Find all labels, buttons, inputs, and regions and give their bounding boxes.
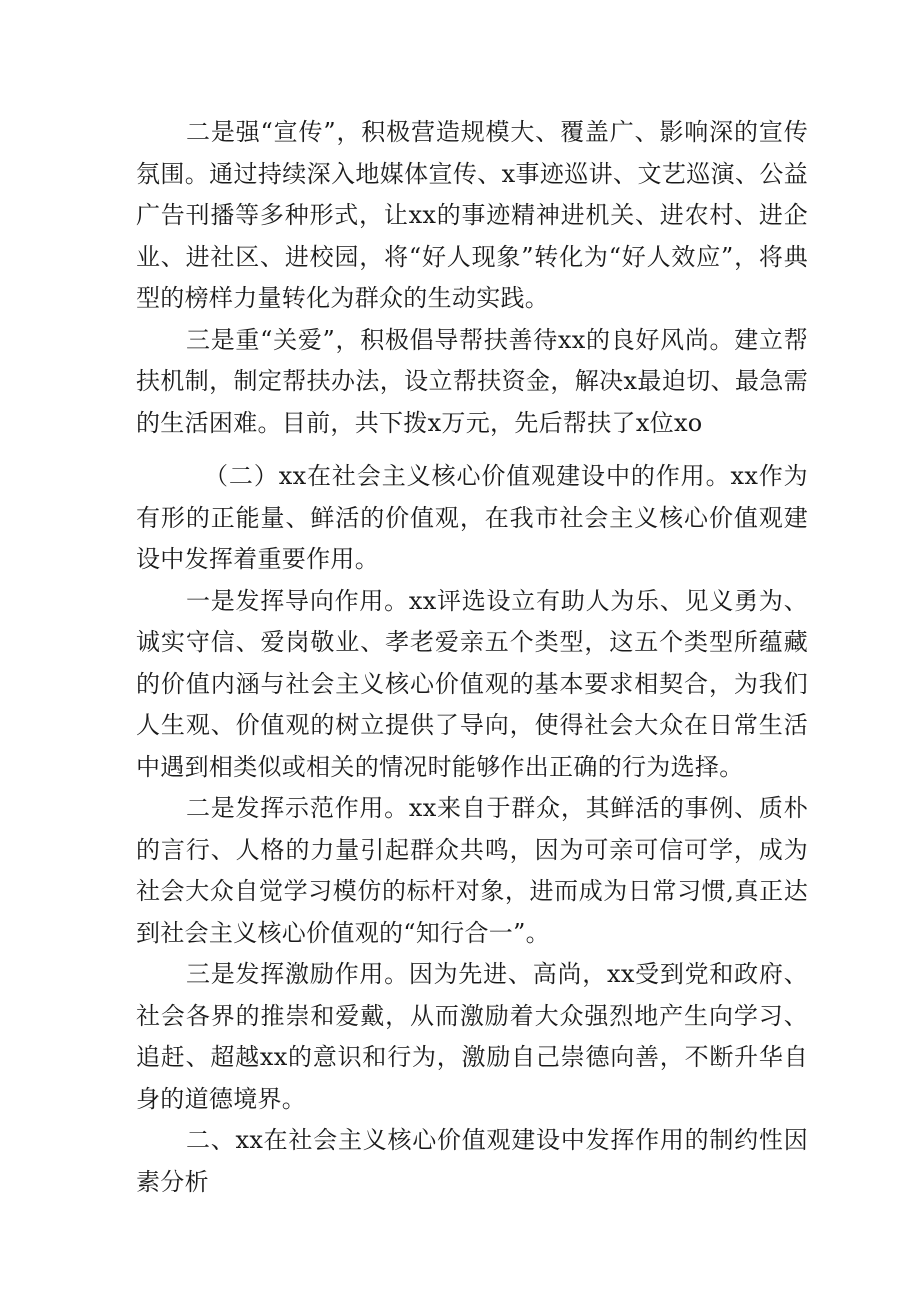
paragraph-publicity: 二是强“宣传”，积极营造规模大、覆盖广、影响深的宣传氛围。通过持续深入地媒体宣传、x事迹巡讲、文艺巡演、公益广告刊播等多种形式，让xx的事迹精神进机关、进农村、进企业、进社区、进校园，将“好人现象”转化为“好人效应”，将典型的榜样力量转化为群众的生动实践。 (136, 118, 808, 312)
paragraph-guidance-role: 一是发挥导向作用。xx评选设立有助人为乐、见义勇为、诚实守信、爱岗敬业、孝老爱亲五个类型，这五个类型所蕴藏的价值内涵与社会主义核心价值观的基本要求相契合，为我们人生观、价值观的树立提供了导向，使得社会大众在日常生活中遇到相类似或相关的情况时能够作出正确的行为选择。 (136, 586, 808, 781)
paragraph-constraint-heading: 二、xx在社会主义核心价值观建设中发挥作用的制约性因素分析 (136, 1126, 808, 1196)
paragraph-exemplary-role: 二是发挥示范作用。xx来自于群众，其鲜活的事例、质朴的言行、人格的力量引起群众共鸣，因为可亲可信可学，成为社会大众自觉学习模仿的标杆对象，进而成为日常习惯,真正达到社会主义核心价值观的“知行合一”。 (136, 794, 808, 947)
paragraph-care: 三是重“关爱”，积极倡导帮扶善待xx的良好风尚。建立帮扶机制，制定帮扶办法，设立帮扶资金，解决x最迫切、最急需的生活困难。目前，共下拨x万元，先后帮扶了x位xo (136, 325, 808, 437)
document-body (136, 112, 808, 1203)
paragraph-incentive-role: 三是发挥激励作用。因为先进、高尚，xx受到党和政府、社会各界的推崇和爱戴，从而激励着大众强烈地产生向学习、追赶、超越xx的意识和行为，激励自己崇德向善，不断升华自身的道德境界。 (136, 960, 808, 1113)
paragraph-section-heading: （二）xx在社会主义核心价值观建设中的作用。xx作为有形的正能量、鲜活的价值观，在我市社会主义核心价值观建设中发挥着重要作用。 (136, 462, 808, 573)
